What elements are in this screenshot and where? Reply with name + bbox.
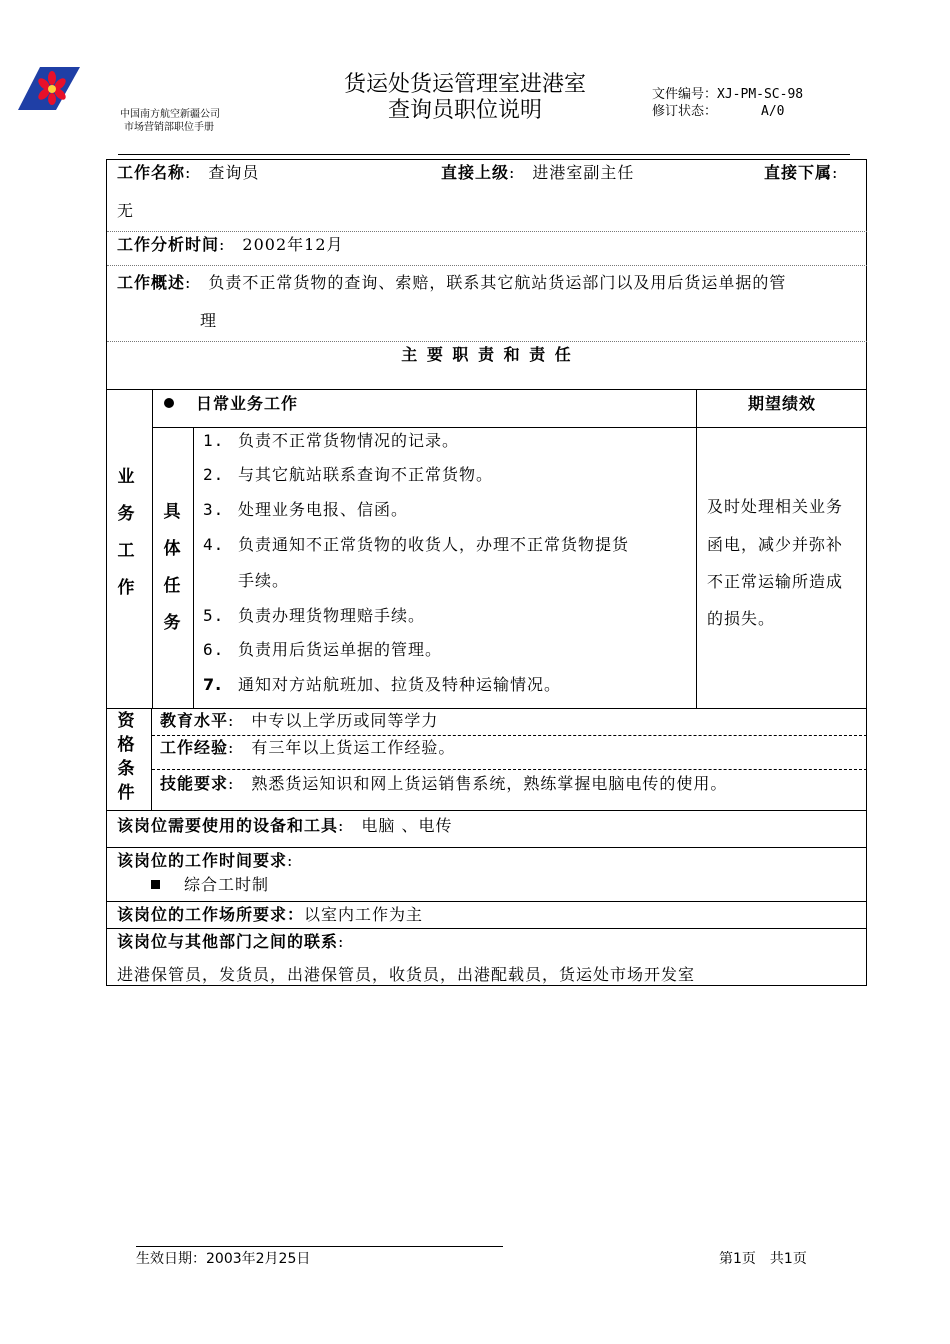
equipment-label: 该岗位需要使用的设备和工具	[117, 816, 339, 835]
footer-rule	[136, 1246, 503, 1247]
education: 中专以上学历或同等学力	[251, 711, 439, 730]
row-divider	[107, 928, 867, 929]
row-divider	[107, 341, 867, 342]
row-divider	[107, 901, 867, 902]
title-line-1: 货运处货运管理室进港室	[343, 72, 586, 97]
task-text-continued: 手续。	[238, 571, 290, 590]
performance-line: 函电，减少并弥补	[707, 535, 844, 554]
job-name-row: 工作名称: 查询员	[117, 163, 260, 182]
equipment-row: 该岗位需要使用的设备和工具: 电脑 、电传	[117, 816, 453, 835]
skills-row: 技能要求: 熟悉货运知识和网上货运销售系统，熟练掌握电脑电传的使用。	[160, 774, 728, 793]
subordinate-field: 直接下属:	[764, 163, 839, 182]
performance-title: 期望绩效	[747, 394, 816, 413]
tasks-label-4: 务	[163, 613, 181, 633]
row-divider	[152, 427, 867, 428]
relations-row: 该岗位与其他部门之间的联系:	[117, 932, 345, 951]
analysis-time-row: 工作分析时间: 2002年12月	[117, 235, 344, 254]
qualification-label-4: 件	[117, 783, 135, 803]
job-name: 查询员	[208, 163, 260, 182]
task-item: 5.	[203, 606, 225, 625]
business-work-label-2: 务	[117, 504, 135, 524]
title-line-2: 查询员职位说明	[387, 98, 542, 123]
equipment: 电脑 、电传	[361, 816, 453, 835]
task-text: 负责用后货运单据的管理。	[238, 640, 443, 659]
tasks-label-3: 任	[163, 576, 181, 596]
task-item: 7.	[203, 675, 223, 694]
experience-label: 工作经验	[160, 738, 229, 757]
hours-label: 该岗位的工作时间要求	[117, 851, 288, 870]
doc-no-label: 文件编号：	[652, 87, 718, 102]
superior-field: 直接上级: 进港室副主任	[441, 163, 635, 182]
document-title	[300, 72, 630, 124]
column-divider	[696, 389, 697, 708]
tasks-label-2: 体	[163, 539, 181, 559]
company-line-1: 中国南方航空新疆公司	[120, 109, 220, 120]
row-divider	[152, 735, 867, 736]
bullet-icon	[164, 398, 174, 408]
task-text: 负责办理货物理赔手续。	[238, 606, 426, 625]
business-work-label-3: 工	[117, 541, 135, 561]
tasks-label-1: 具	[163, 502, 181, 522]
effective-date: 生效日期：2003年2月25日	[136, 1251, 311, 1267]
task-item: 3.	[203, 500, 225, 519]
row-divider	[152, 769, 867, 770]
experience: 有三年以上货运工作经验。	[251, 738, 456, 757]
subordinate: 无	[117, 201, 135, 220]
summary-line-2: 理	[200, 311, 218, 330]
experience-row: 工作经验: 有三年以上货运工作经验。	[160, 738, 456, 757]
row-divider	[107, 810, 867, 811]
task-text: 负责不正常货物情况的记录。	[238, 431, 460, 450]
task-text: 与其它航站联系查询不正常货物。	[238, 465, 494, 484]
row-divider	[107, 231, 867, 232]
workplace-label: 该岗位的工作场所要求：	[117, 905, 305, 924]
task-item: 6.	[203, 640, 225, 659]
daily-work-title: 日常业务工作	[196, 394, 299, 413]
task-text: 通知对方站航班加、拉货及特种运输情况。	[238, 675, 562, 694]
superior-label: 直接上级	[441, 163, 510, 182]
relations-label: 该岗位与其他部门之间的联系	[117, 932, 339, 951]
row-divider	[107, 847, 867, 848]
revision-label: 修订状态：	[652, 104, 718, 119]
column-divider	[193, 427, 194, 708]
performance-line: 的损失。	[707, 609, 776, 628]
company-name	[120, 108, 220, 134]
company-line-2: 市场营销部职位手册	[124, 122, 214, 133]
performance-line: 及时处理相关业务	[707, 497, 844, 516]
task-text: 处理业务电报、信函。	[238, 500, 409, 519]
relations: 进港保管员，发货员，出港保管员，收货员，出港配载员，货运处市场开发室	[117, 965, 696, 984]
superior: 进港室副主任	[532, 163, 635, 182]
task-item: 4.	[203, 535, 225, 554]
qualification-label-2: 格	[117, 735, 135, 755]
row-divider	[107, 389, 867, 390]
skills-label: 技能要求	[160, 774, 229, 793]
business-work-label-4: 作	[117, 578, 135, 598]
row-divider	[107, 265, 867, 266]
education-label: 教育水平	[160, 711, 229, 730]
working-hours: 综合工时制	[184, 875, 270, 894]
company-logo	[14, 64, 84, 114]
document-info	[652, 86, 803, 120]
square-bullet-icon	[151, 880, 160, 889]
task-text: 负责通知不正常货物的收货人，办理不正常货物提货	[238, 535, 630, 554]
revision: A/0	[761, 104, 785, 119]
header-rule	[118, 154, 850, 155]
duties-section-title: 主 要 职 责 和 责 任	[401, 345, 573, 364]
skills: 熟悉货运知识和网上货运销售系统，熟练掌握电脑电传的使用。	[251, 774, 728, 793]
workplace-row	[117, 905, 423, 925]
row-divider	[107, 708, 867, 709]
qualification-label-3: 条	[117, 759, 135, 779]
analysis-time-label: 工作分析时间	[117, 235, 220, 254]
doc-no: XJ-PM-SC-98	[717, 87, 804, 102]
analysis-time: 2002年12月	[242, 235, 344, 254]
education-row: 教育水平: 中专以上学历或同等学力	[160, 711, 439, 730]
job-name-label: 工作名称	[117, 163, 186, 182]
task-item: 1.	[203, 431, 225, 450]
summary-line-1: 负责不正常货物的查询、索赔，联系其它航站货运部门以及用后货运单据的管	[208, 273, 787, 292]
column-divider	[151, 708, 152, 810]
summary-label: 工作概述	[117, 273, 186, 292]
qualification-label-1: 资	[117, 711, 135, 731]
business-work-label-1: 业	[117, 467, 135, 487]
hours-row: 该岗位的工作时间要求:	[117, 851, 294, 870]
subordinate-label: 直接下属	[764, 163, 833, 182]
workplace: 以室内工作为主	[304, 905, 424, 924]
task-item: 2.	[203, 465, 225, 484]
performance-line: 不正常运输所造成	[707, 572, 844, 591]
column-divider	[152, 389, 153, 708]
page-number: 第1页 共1页	[719, 1251, 807, 1267]
summary-row: 工作概述: 负责不正常货物的查询、索赔，联系其它航站货运部门以及用后货运单据的管	[117, 273, 787, 292]
